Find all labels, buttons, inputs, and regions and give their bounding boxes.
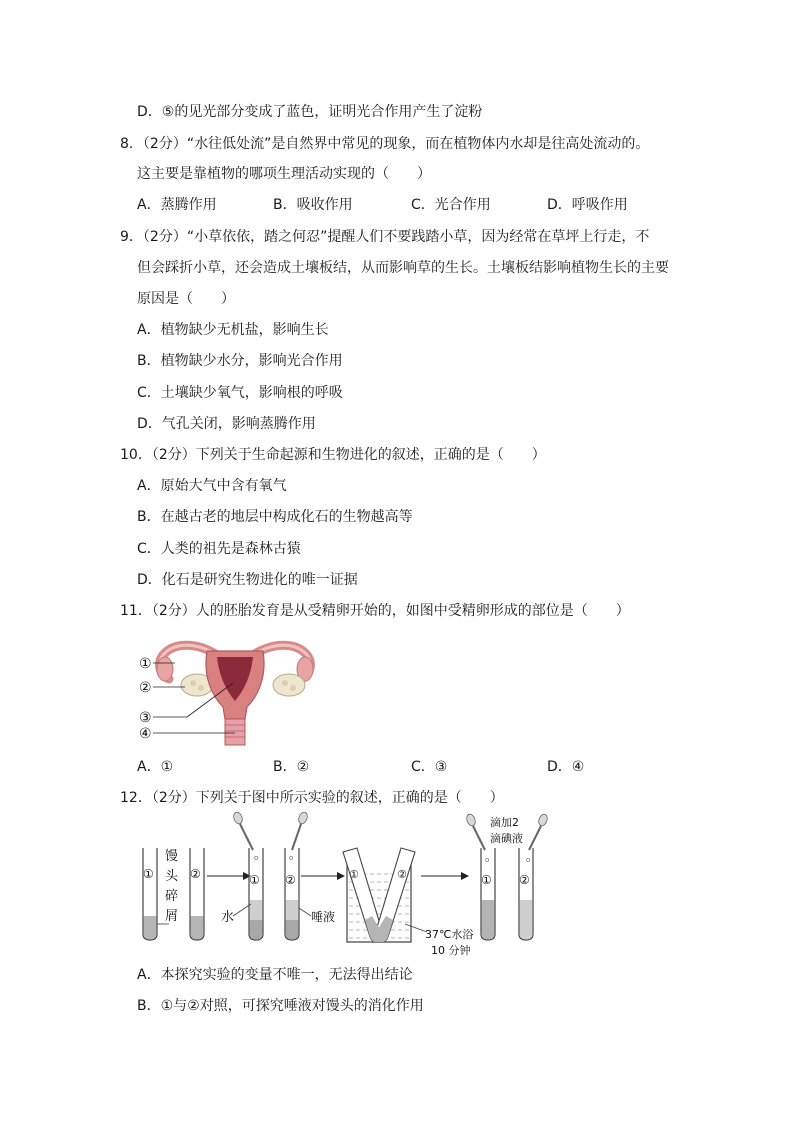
svg-text:②: ② <box>397 868 407 881</box>
q8-option-c: C．光合作用 <box>411 197 491 213</box>
label-2: ② <box>139 680 152 696</box>
q11-option-d: D．④ <box>547 759 585 775</box>
q10-option-a: A．原始大气中含有氧气 <box>137 478 287 494</box>
q8-option-b: B．吸收作用 <box>273 197 353 213</box>
q8-option-a: A．蒸腾作用 <box>137 197 217 213</box>
q10-option-d: D．化石是研究生物进化的唯一证据 <box>137 572 358 588</box>
q12-stem: 12．（2分）下列关于图中所示实验的叙述，正确的是（ ） <box>120 790 504 806</box>
svg-text:①: ① <box>481 873 492 887</box>
svg-text:②: ② <box>519 873 530 887</box>
svg-text:37℃水浴: 37℃水浴 <box>425 928 474 941</box>
q11-option-b: B．② <box>273 759 310 775</box>
svg-text:头: 头 <box>165 869 179 884</box>
svg-text:①: ① <box>249 873 260 887</box>
svg-text:o: o <box>289 854 294 862</box>
q11-stem: 11．（2分）人的胚胎发育是从受精卵开始的，如图中受精卵形成的部位是（ ） <box>120 603 630 619</box>
label-1: ① <box>139 656 152 672</box>
q9-option-d: D．气孔关闭，影响蒸腾作用 <box>137 416 316 432</box>
q8-stem-line1: 8．（2分）“水往低处流”是自然界中常见的现象，而在植物体内水却是往高处流动的。 <box>120 136 650 152</box>
svg-text:10 分钟: 10 分钟 <box>431 944 471 957</box>
svg-text:屑: 屑 <box>165 909 179 924</box>
q9-option-c: C．土壤缺少氧气，影响根的呼吸 <box>137 385 343 401</box>
q7-option-d: D．⑤的见光部分变成了蓝色，证明光合作用产生了淀粉 <box>137 104 483 120</box>
label-3: ③ <box>139 710 152 726</box>
right-ovary <box>273 674 305 696</box>
q10-option-b: B．在越古老的地层中构成化石的生物越高等 <box>137 509 413 525</box>
q8-stem-line2: 这主要是靠植物的哪项生理活动实现的（ ） <box>137 166 431 182</box>
svg-text:o: o <box>254 854 259 862</box>
q9-option-b: B．植物缺少水分，影响光合作用 <box>137 353 343 369</box>
q10-option-c: C．人类的祖先是森林古猿 <box>137 541 301 557</box>
svg-text:②: ② <box>285 873 296 887</box>
q9-stem-line1: 9．（2分）“小草依依，踏之何忍”提醒人们不要践踏小草，因为经常在草坪上行走，不 <box>120 229 650 245</box>
svg-text:①: ① <box>349 868 359 881</box>
q11-option-c: C．③ <box>411 759 448 775</box>
svg-text:滴碘液: 滴碘液 <box>490 832 523 845</box>
q9-stem-line2: 但会踩折小草，还会造成土壤板结，从而影响草的生长。土壤板结影响植物生长的主要 <box>137 260 669 276</box>
svg-text:o: o <box>485 856 490 864</box>
q11-option-a: A．① <box>137 759 174 775</box>
svg-text:o: o <box>526 856 531 864</box>
water-bath-beaker <box>343 848 415 942</box>
test-tube-1-initial <box>143 848 157 940</box>
test-tube-2-initial <box>190 848 204 940</box>
test-tube-2-iodine <box>519 813 549 940</box>
svg-text:唾液: 唾液 <box>311 910 336 924</box>
svg-text:水: 水 <box>221 910 235 925</box>
q12-option-a: A．本探究实验的变量不唯一，无法得出结论 <box>137 967 413 983</box>
svg-text:碎: 碎 <box>165 889 179 904</box>
uterus-diagram <box>135 635 335 747</box>
digestion-experiment-diagram <box>135 812 555 958</box>
svg-text:①: ① <box>143 867 154 881</box>
svg-text:馒: 馒 <box>165 849 179 864</box>
q9-option-a: A．植物缺少无机盐，影响生长 <box>137 322 329 338</box>
q9-stem-line3: 原因是（ ） <box>137 291 235 307</box>
q8-option-d: D．呼吸作用 <box>547 197 628 213</box>
q12-option-b: B．①与②对照，可探究唾液对馒头的消化作用 <box>137 998 424 1014</box>
vagina <box>225 719 245 745</box>
label-4: ④ <box>139 726 152 742</box>
svg-text:滴加2: 滴加2 <box>490 816 519 829</box>
q10-stem: 10．（2分）下列关于生命起源和生物进化的叙述，正确的是（ ） <box>120 447 546 463</box>
svg-text:②: ② <box>190 867 201 881</box>
